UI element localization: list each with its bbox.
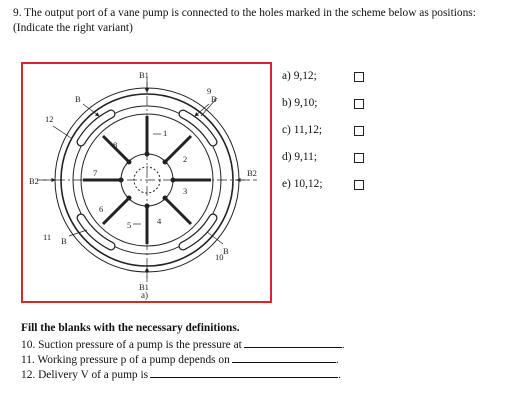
question-text: 9. The output port of a vane pump is connected to the holes marked in the scheme below as positions: (Indicate the right variant) [13,7,476,34]
label-10: 10 [215,252,224,262]
blanks-title: Fill the blanks with the necessary definitions. [21,322,240,334]
label-2: 2 [183,154,188,164]
label-b-lower-right: B [223,246,229,256]
label-b2-left: B2 [29,176,39,186]
label-9: 9 [207,86,212,96]
blank-item-12 [21,366,341,382]
label-6: 6 [99,204,104,214]
variant-b-checkbox[interactable] [354,99,364,109]
variant-d: d) 9,11; [282,151,318,163]
blank-item-10-input[interactable] [244,336,342,348]
label-12: 12 [45,114,54,124]
vane-pump-diagram [23,64,270,301]
blank-item-10-prefix: 10. Suction pressure of a pump is the pressure at [21,339,242,351]
pump-scheme [21,62,272,303]
blank-item-12-input[interactable] [150,366,338,378]
blank-item-12-suffix: . [338,369,341,381]
label-b-lower-left: B [61,236,67,246]
label-7: 7 [93,168,98,178]
scheme-caption: a) [141,290,148,300]
variant-a-checkbox[interactable] [354,72,364,82]
label-b-upper-right: B [211,94,217,104]
variant-c-checkbox[interactable] [354,126,364,136]
variant-b: b) 9,10; [282,97,318,109]
blank-item-10 [21,336,345,352]
variant-c: c) 11,12; [282,124,323,136]
variant-d-checkbox[interactable] [354,153,364,163]
blank-item-11-suffix: . [335,354,339,366]
label-1: 1 [163,128,168,138]
label-b1-bottom: B1 [139,282,149,292]
label-5: 5 [127,220,132,230]
label-11: 11 [43,232,52,242]
blank-item-12-prefix: 12. Delivery V of a pump is [21,369,149,381]
label-b2-right: B2 [247,168,257,178]
blank-item-10-suffix: . [341,339,345,351]
label-3: 3 [183,186,188,196]
label-b1-top: B1 [139,70,149,80]
label-8: 8 [113,140,118,150]
blank-item-11-input[interactable] [232,351,336,363]
blank-item-11-prefix: 11. Working pressure p of a pump depends on [21,354,230,366]
label-b-upper-left: B [75,94,81,104]
label-4: 4 [157,216,162,226]
variant-a: a) 9,12; [282,70,317,82]
blank-item-11 [21,351,339,367]
variant-e-checkbox[interactable] [354,180,364,190]
variant-e: e) 10,12; [282,178,323,190]
